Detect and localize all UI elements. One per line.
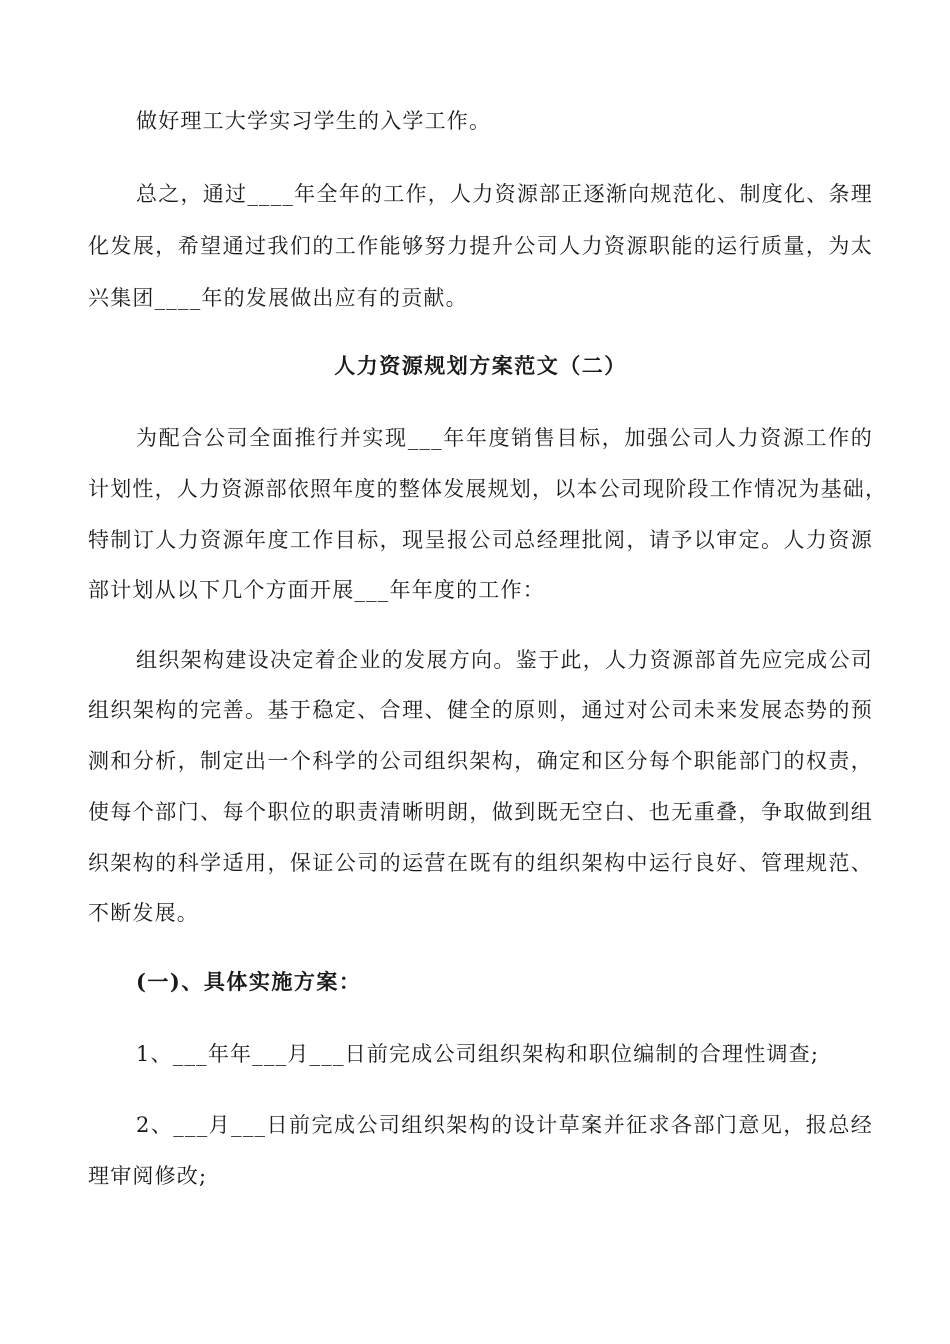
- paragraph-3-line-1: 为配合公司全面推行并实现___年年度销售目标，加强公司人力资源工作的: [136, 426, 873, 450]
- paragraph-3-line-2: 计划性，人力资源部依照年度的整体发展规划，以本公司现阶段工作情况为基础，: [88, 477, 888, 501]
- list-item-2-line-1: 2、___月___日前完成公司组织架构的设计草案并征求各部门意见，报总经: [136, 1113, 873, 1137]
- list-item-1-line-1: 1、___年年___月___日前完成公司组织架构和职位编制的合理性调查;: [136, 1042, 820, 1066]
- paragraph-2-line-3: 兴集团____年的发展做出应有的贡献。: [88, 286, 468, 310]
- section-title: 人力资源规划方案范文（二）: [334, 353, 627, 378]
- paragraph-1-line-1: 做好理工大学实习学生的入学工作。: [136, 109, 492, 133]
- paragraph-4-line-2: 组织架构的完善。基于稳定、合理、健全的原则，通过对公司未来发展态势的预: [88, 698, 873, 722]
- paragraph-3-line-4: 部计划从以下几个方面开展___年年度的工作：: [88, 578, 545, 602]
- paragraph-4-line-5: 织架构的科学适用，保证公司的运营在既有的组织架构中运行良好、管理规范、: [88, 851, 873, 875]
- subheading-implementation-plan: (一)、具体实施方案：: [136, 969, 362, 994]
- paragraph-2-line-1: 总之，通过____年全年的工作，人力资源部正逐渐向规范化、制度化、条理: [136, 182, 873, 206]
- paragraph-4-line-6: 不断发展。: [88, 901, 199, 925]
- paragraph-4-line-1: 组织架构建设决定着企业的发展方向。鉴于此，人力资源部首先应完成公司: [136, 648, 873, 672]
- list-item-2-line-2: 理审阅修改;: [88, 1164, 208, 1188]
- paragraph-4-line-3: 测和分析，制定出一个科学的公司组织架构，确定和区分每个职能部门的权责，: [88, 749, 873, 773]
- paragraph-2-line-2: 化发展，希望通过我们的工作能够努力提升公司人力资源职能的运行质量，为太: [88, 234, 873, 258]
- paragraph-3-line-3: 特制订人力资源年度工作目标，现呈报公司总经理批阅，请予以审定。人力资源: [88, 528, 873, 552]
- paragraph-4-line-4: 使每个部门、每个职位的职责清晰明朗，做到既无空白、也无重叠，争取做到组: [88, 800, 873, 824]
